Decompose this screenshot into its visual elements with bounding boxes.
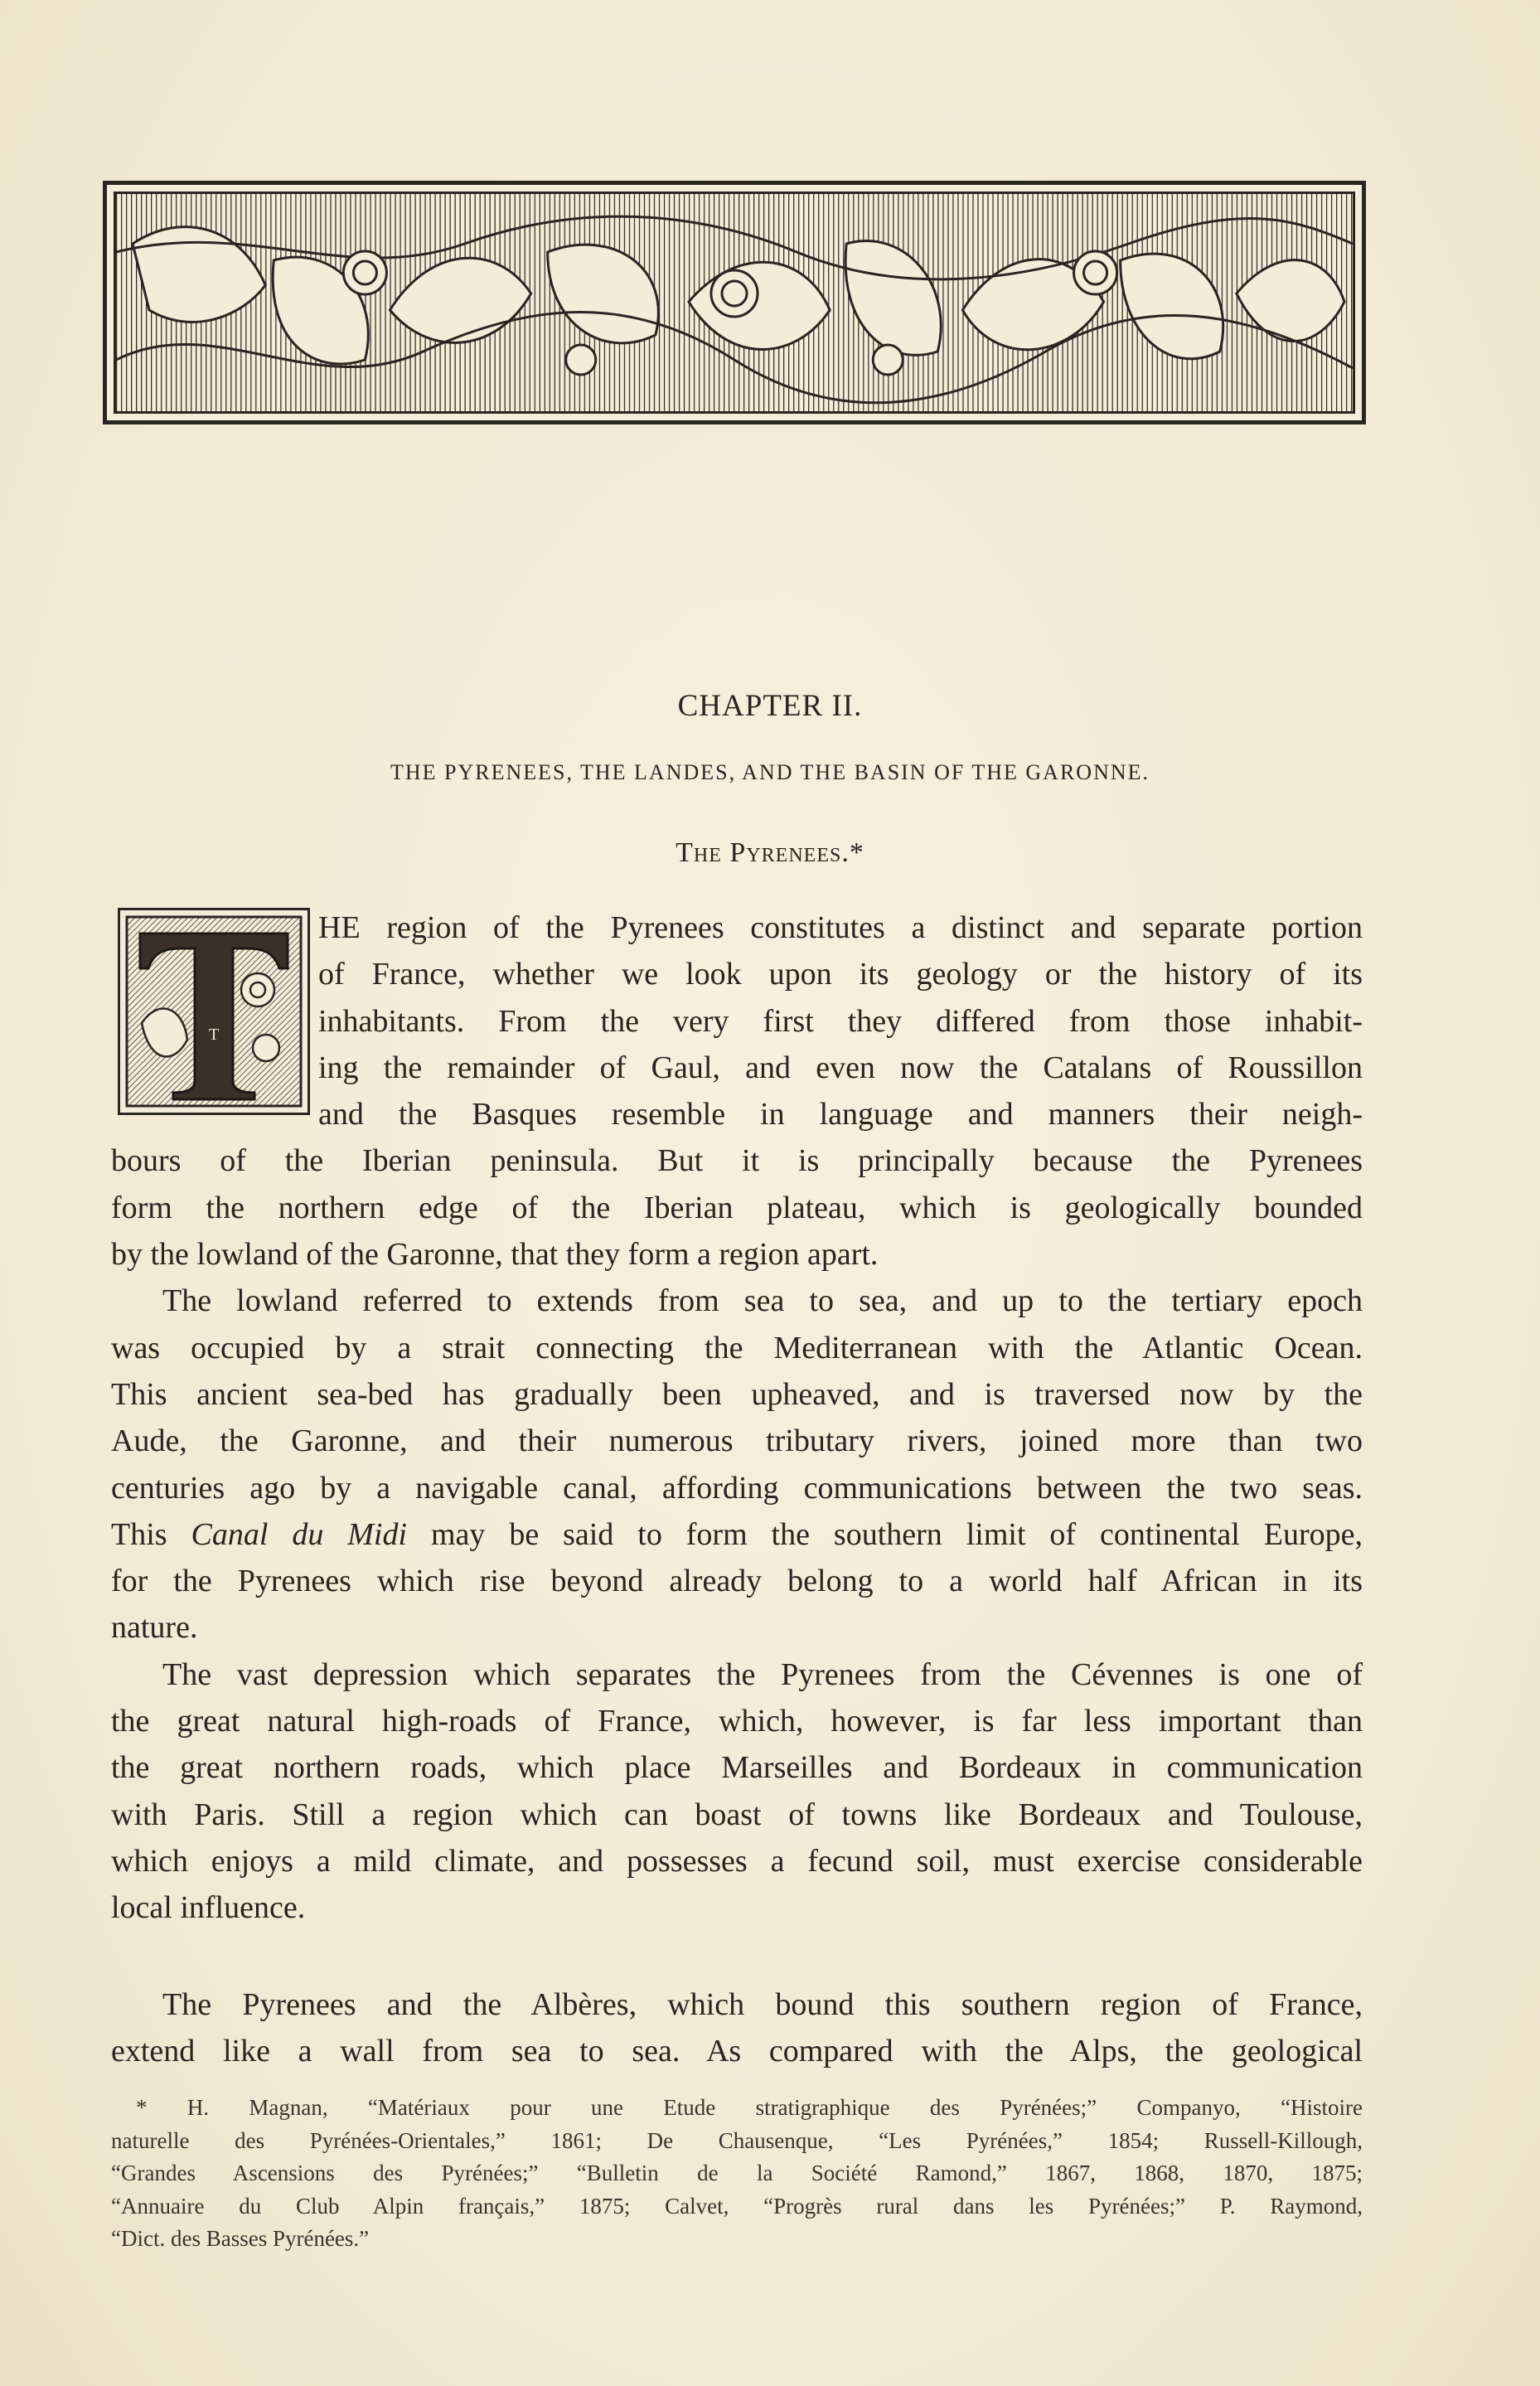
text-line: The Pyrenees and the Albères, which bound this southern region of France, (162, 1986, 1363, 2022)
text-line: by the lowland of the Garonne, that they form a region apart. (111, 1237, 879, 1273)
text-line: bours of the Iberian peninsula. But it is principally because the Pyrenees (111, 1143, 1363, 1179)
text-line: with Paris. Still a region which can boast of towns like Bordeaux and Toulouse, (111, 1797, 1363, 1832)
text-line: which enjoys a mild climate, and possesses a fecund soil, must exercise considerable (111, 1843, 1363, 1879)
text-line: This ancient sea-bed has gradually been upheaved, and is traversed now by the (111, 1376, 1363, 1412)
chapter-subtitle: THE PYRENEES, THE LANDES, AND THE BASIN OF THE GARONNE. (390, 760, 1150, 784)
text-line: ing the remainder of Gaul, and even now the Catalans of Roussillon (318, 1050, 1363, 1085)
section-title: The Pyrenees.* (676, 837, 864, 868)
text-line-rest: may be said to form the southern limit of continental Europe, (430, 1516, 1363, 1552)
footnote-line: “Grandes Ascensions des Pyrénées;” “Bulletin de la Société Ramond,” 1867, 1868, 1870, 1875; (111, 2160, 1363, 2185)
text-line: The lowland referred to extends from sea to sea, and up to the tertiary epoch (162, 1283, 1363, 1319)
text-line: nature. (111, 1610, 198, 1646)
text-line: the great northern roads, which place Marseilles and Bordeaux in communication (111, 1750, 1363, 1786)
footnote (111, 2092, 1363, 2256)
text-prefix: This (111, 1516, 167, 1552)
paragraph-2 (111, 1278, 1363, 1651)
chapter-title: CHAPTER II. (677, 689, 863, 723)
text-line: was occupied by a strait connecting the Mediterranean with the Atlantic Ocean. (111, 1330, 1363, 1365)
text-line: of France, whether we look upon its geology or the history of its (318, 957, 1363, 992)
paragraph-1 (111, 904, 1363, 1278)
paragraph-4 (111, 1981, 1363, 2075)
text-line: form the northern edge of the Iberian plateau, which is geologically bounded (111, 1190, 1363, 1225)
text-line: HE region of the Pyrenees constitutes a distinct and separate portion (318, 910, 1363, 945)
footnote-line: “Annuaire du Club Alpin français,” 1875; Calvet, “Progrès rural dans les Pyrénées;” P. Raymond, (111, 2193, 1363, 2219)
text-line: centuries ago by a navigable canal, affording communications between the two seas. (111, 1470, 1363, 1506)
ornamental-header-banner (103, 181, 1366, 424)
text-line (111, 1511, 1363, 1558)
body-text (111, 904, 1363, 2074)
footnote-line: “Dict. des Basses Pyrénées.” (111, 2226, 370, 2251)
paragraph-3 (111, 1651, 1363, 1932)
text-line: the great natural high-roads of France, which, however, is far less important than (111, 1704, 1363, 1739)
footnote-line: naturelle des Pyrénées-Orientales,” 1861; De Chausenque, “Les Pyrénées,” 1854; Russell-Killough, (111, 2127, 1363, 2153)
text-line: and the Basques resemble in language and manners their neigh- (318, 1097, 1363, 1132)
svg-text:T: T (208, 1026, 220, 1044)
italic-term: Canal du Midi (191, 1516, 408, 1552)
text-line: extend like a wall from sea to sea. As compared with the Alps, the geological (111, 2033, 1363, 2068)
text-line: local influence. (111, 1890, 306, 1926)
text-line: The vast depression which separates the Pyrenees from the Cévennes is one of (162, 1656, 1363, 1692)
floral-ornament-icon (116, 194, 1353, 411)
text-line: Aude, the Garonne, and their numerous tributary rivers, joined more than two (111, 1423, 1363, 1459)
text-line: inhabitants. From the very first they differed from those inhabit- (318, 1003, 1363, 1039)
text-line: for the Pyrenees which rise beyond already belong to a world half African in its (111, 1564, 1363, 1599)
footnote-line: * H. Magnan, “Matériaux pour une Etude stratigraphique des Pyrénées;” Companyo, “Histoire (136, 2095, 1363, 2120)
